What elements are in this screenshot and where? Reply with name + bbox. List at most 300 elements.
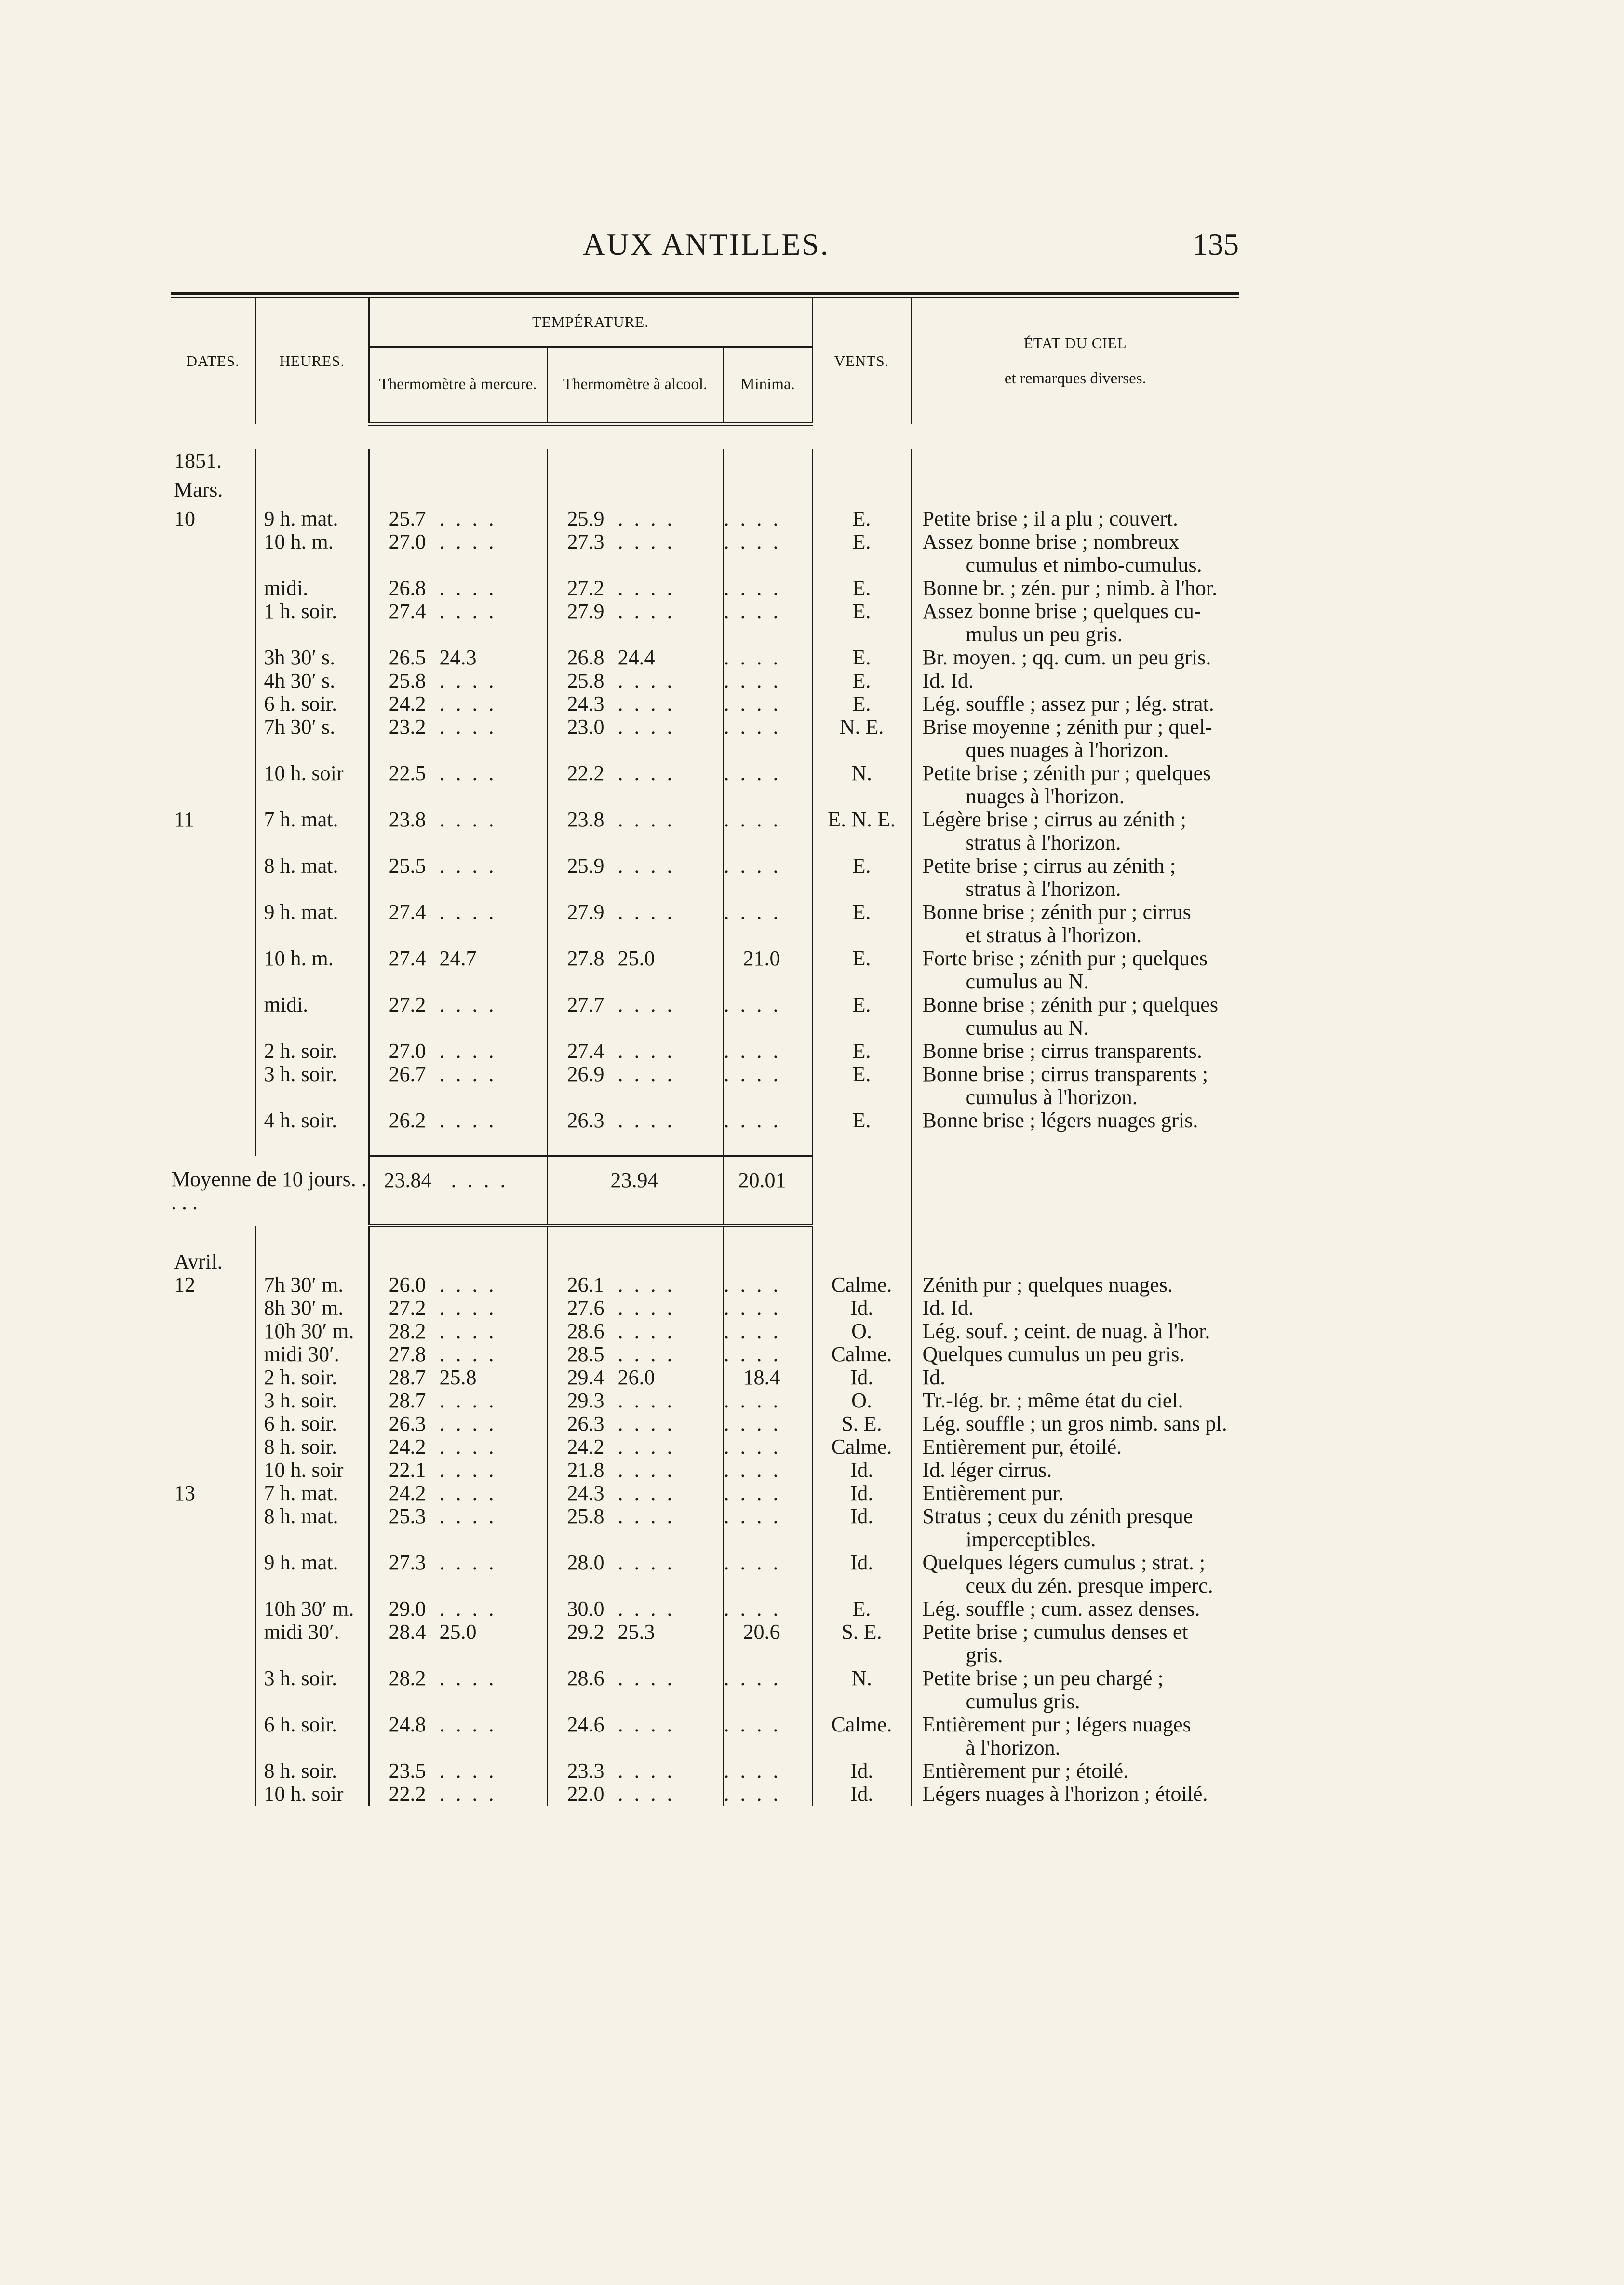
hour-value: 9 h. mat. [264, 1551, 338, 1574]
remark-continued: mulus un peu gris. [966, 622, 1123, 646]
merc-cell [369, 1063, 547, 1109]
wind-cell [812, 808, 911, 854]
hour-value: 10h 30′ m. [264, 1319, 354, 1343]
dots: . . . . [724, 1597, 781, 1621]
table-row [171, 1783, 1239, 1806]
table-row [171, 600, 1239, 646]
hour-value: midi 30′. [264, 1342, 339, 1366]
hour-value: 3h 30′ s. [264, 645, 336, 669]
merc-value: 25.3 [389, 1504, 426, 1528]
table-row [171, 1759, 1239, 1783]
dots: . . . . [439, 691, 497, 716]
dots: . . . . [617, 1108, 675, 1132]
minima-cell [723, 1459, 812, 1482]
minima-cell [723, 692, 812, 716]
date-cell [171, 1783, 255, 1806]
date-value: 13 [174, 1481, 195, 1505]
mean-min-value: 20.01 [738, 1168, 786, 1192]
merc-value: 27.2 [389, 992, 426, 1016]
dots: . . . . [724, 645, 781, 669]
wind-value: Calme. [831, 1435, 892, 1459]
table-row [171, 854, 1239, 901]
hour-cell [255, 646, 369, 669]
merc-value: 24.8 [389, 1713, 426, 1736]
remark-cell [911, 1482, 1239, 1505]
remark-text: Brise moyenne ; zénith pur ; quel- [922, 715, 1212, 739]
wind-value: E. [852, 992, 871, 1016]
alc-value: 27.4 [567, 1039, 604, 1063]
remark-cell [911, 1109, 1239, 1132]
merc-value: 24.2 [389, 1435, 426, 1459]
wind-cell [812, 1783, 911, 1806]
dots: . . . . [617, 1296, 675, 1320]
merc-cell [369, 1621, 547, 1667]
remark-cell [911, 1783, 1239, 1806]
merc-cell [369, 646, 547, 669]
date-cell [171, 1389, 255, 1412]
merc-value: 27.4 [389, 946, 426, 970]
table-row [171, 1621, 1239, 1667]
merc-cell [369, 669, 547, 692]
alc-value: 28.5 [567, 1342, 604, 1366]
dots: . . . . [617, 761, 675, 785]
remark-text: Bonne brise ; cirrus transparents. [922, 1039, 1202, 1063]
month-label-march: Mars. [174, 477, 223, 501]
hour-value: 8 h. soir. [264, 1759, 337, 1783]
wind-value: E. [852, 946, 871, 970]
merc-cell [369, 1343, 547, 1366]
date-cell [171, 1759, 255, 1783]
date-value: 11 [174, 807, 195, 831]
remark-text: Petite brise ; un peu chargé ; [922, 1666, 1164, 1690]
merc-cell [369, 1320, 547, 1343]
remark-continued: cumulus gris. [966, 1690, 1080, 1713]
remark-continued: gris. [966, 1643, 1003, 1667]
hour-value: 10 h. m. [264, 946, 334, 970]
hour-cell [255, 577, 369, 600]
remark-cell [911, 1366, 1239, 1389]
dots: . . . . [439, 900, 497, 924]
alc-value: 27.9 [567, 900, 604, 924]
table-row [171, 1063, 1239, 1109]
date-cell [171, 1109, 255, 1132]
alc-cell [547, 530, 723, 577]
alc-value: 23.3 [567, 1759, 604, 1783]
alc-value: 28.6 [567, 1319, 604, 1343]
mean-alc [547, 1156, 723, 1226]
wind-cell [812, 1040, 911, 1063]
table-row [171, 716, 1239, 762]
remark-cell [911, 1551, 1239, 1597]
merc-cell [369, 1551, 547, 1597]
merc-value: 27.4 [389, 900, 426, 924]
running-title: AUX ANTILLES. [583, 227, 830, 261]
alc-cell [547, 993, 723, 1040]
alc-cell [547, 716, 723, 762]
merc-value: 28.4 [389, 1620, 426, 1644]
merc-cell [369, 1435, 547, 1459]
weather-table [171, 292, 1239, 1806]
year-row [171, 449, 1239, 473]
table-row [171, 1412, 1239, 1435]
wind-value: Id. [850, 1296, 873, 1320]
alc-value: 24.6 [567, 1713, 604, 1736]
date-cell [171, 1063, 255, 1109]
dots: . . . . [724, 1108, 781, 1132]
dots: . . . . [724, 1319, 781, 1343]
table-row [171, 1297, 1239, 1320]
merc-value: 28.2 [389, 1666, 426, 1690]
wind-cell [812, 1597, 911, 1621]
table-row [171, 1320, 1239, 1343]
hour-cell [255, 1597, 369, 1621]
col-minima: Minima. [723, 347, 812, 424]
running-head [174, 227, 1239, 270]
col-sky-title: ÉTAT DU CIEL [1023, 334, 1127, 352]
minima-cell [723, 1759, 812, 1783]
remark-text: Légère brise ; cirrus au zénith ; [922, 807, 1186, 831]
dots: . . . . [617, 1597, 675, 1621]
minima-cell [723, 1713, 812, 1759]
remark-text: Lég. souffle ; un gros nimb. sans pl. [922, 1412, 1227, 1435]
date-cell [171, 1435, 255, 1459]
wind-cell [812, 1621, 911, 1667]
dots: . . . . [724, 1062, 781, 1086]
table-row [171, 646, 1239, 669]
alc-value: 23.8 [567, 807, 604, 831]
remark-cell [911, 716, 1239, 762]
dots: . . . . [724, 1412, 781, 1435]
minima-cell [723, 1667, 812, 1713]
alc-cell [547, 577, 723, 600]
alc-value: 23.0 [567, 715, 604, 739]
alc-cell [547, 808, 723, 854]
merc-value: 24.2 [389, 691, 426, 716]
merc-cell [369, 1040, 547, 1063]
alc-cell [547, 947, 723, 993]
remark-cell [911, 1297, 1239, 1320]
dots: . . . . [439, 807, 497, 831]
wind-value: E. [852, 506, 871, 530]
remark-cell [911, 692, 1239, 716]
wind-value: Id. [850, 1504, 873, 1528]
hour-value: 8 h. mat. [264, 853, 338, 878]
date-cell [171, 577, 255, 600]
alc-value: 26.3 [567, 1412, 604, 1435]
dots: . . . . [617, 1458, 675, 1482]
minima-cell [723, 762, 812, 808]
hour-value: 6 h. soir. [264, 691, 337, 716]
wind-cell [812, 692, 911, 716]
wind-value: E. [852, 853, 871, 878]
minima-value: 18.4 [743, 1366, 780, 1389]
alc-cell [547, 1109, 723, 1132]
wind-cell [812, 1389, 911, 1412]
wind-value: N. [851, 1666, 872, 1690]
merc-value: 26.7 [389, 1062, 426, 1086]
minima-cell [723, 577, 812, 600]
dots: . . . . [617, 1759, 675, 1783]
wind-cell [812, 1667, 911, 1713]
dots: . . . . [617, 599, 675, 623]
alc-cell [547, 1482, 723, 1505]
remark-cell [911, 1320, 1239, 1343]
merc-value: 27.3 [389, 1551, 426, 1574]
dots: . . . . [617, 1412, 675, 1435]
merc-cell [369, 1459, 547, 1482]
merc-cell [369, 1109, 547, 1132]
remark-text: Bonne br. ; zén. pur ; nimb. à l'hor. [922, 576, 1218, 600]
hour-value: 2 h. soir. [264, 1039, 337, 1063]
wind-cell [812, 577, 911, 600]
remark-text: Assez bonne brise ; nombreux [922, 529, 1180, 554]
hour-cell [255, 1505, 369, 1551]
minima-cell [723, 1551, 812, 1597]
merc-value: 26.8 [389, 576, 426, 600]
date-cell [171, 947, 255, 993]
merc-value: 27.0 [389, 1039, 426, 1063]
hour-cell [255, 947, 369, 993]
merc-cell [369, 1783, 547, 1806]
remark-text: Petite brise ; cirrus au zénith ; [922, 853, 1176, 878]
dots: . . . . [617, 1319, 675, 1343]
table-row [171, 1435, 1239, 1459]
hour-value: 7 h. mat. [264, 1481, 338, 1505]
alc-average: 25.3 [617, 1620, 655, 1644]
date-cell [171, 716, 255, 762]
hour-cell [255, 507, 369, 530]
hour-value: 10 h. soir [264, 1458, 344, 1482]
remark-cell [911, 1759, 1239, 1783]
alc-cell [547, 646, 723, 669]
table-row [171, 1459, 1239, 1482]
table-row [171, 1482, 1239, 1505]
wind-cell [812, 507, 911, 530]
hour-value: 10 h. soir [264, 761, 344, 785]
merc-value: 24.2 [389, 1481, 426, 1505]
remark-cell [911, 1040, 1239, 1063]
month-label: Avril. [174, 1250, 223, 1273]
remark-text: Lég. souffle ; assez pur ; lég. strat. [922, 691, 1214, 716]
minima-cell [723, 1389, 812, 1412]
remark-text: Bonne brise ; légers nuages gris. [922, 1108, 1198, 1132]
date-cell [171, 530, 255, 577]
hour-cell [255, 1109, 369, 1132]
dots: . . . . [439, 529, 497, 554]
merc-cell [369, 762, 547, 808]
wind-value: O. [851, 1389, 872, 1412]
date-cell [171, 600, 255, 646]
alc-value: 22.0 [567, 1782, 604, 1806]
remark-text: Légers nuages à l'horizon ; étoilé. [922, 1782, 1208, 1806]
dots: . . . . [439, 1342, 497, 1366]
merc-value: 27.8 [389, 1342, 426, 1366]
hour-cell [255, 1273, 369, 1297]
month-row-march [171, 473, 1239, 507]
wind-value: N. E. [839, 715, 884, 739]
remark-text: Entièrement pur. [922, 1481, 1064, 1505]
dots: . . . . [724, 576, 781, 600]
dots: . . . . [724, 1481, 781, 1505]
remark-cell [911, 808, 1239, 854]
table-row [171, 762, 1239, 808]
alc-value: 27.6 [567, 1296, 604, 1320]
alc-cell [547, 1667, 723, 1713]
alc-value: 27.3 [567, 529, 604, 554]
dots: . . . . [724, 1551, 781, 1574]
dots: . . . . [439, 1039, 497, 1063]
dots: . . . . [439, 599, 497, 623]
merc-average: 25.8 [439, 1366, 477, 1389]
alc-cell [547, 692, 723, 716]
remark-text: Forte brise ; zénith pur ; quelques [922, 946, 1208, 970]
alc-cell [547, 901, 723, 947]
wind-value: Calme. [831, 1273, 892, 1297]
remark-continued: à l'horizon. [966, 1736, 1060, 1759]
alc-value: 21.8 [567, 1458, 604, 1482]
alc-cell [547, 1783, 723, 1806]
merc-cell [369, 530, 547, 577]
merc-cell [369, 600, 547, 646]
date-cell [171, 808, 255, 854]
alc-value: 24.2 [567, 1435, 604, 1459]
date-cell [171, 1505, 255, 1551]
date-cell [171, 762, 255, 808]
remark-cell [911, 1273, 1239, 1297]
alc-cell [547, 1320, 723, 1343]
dots: . . . . [617, 529, 675, 554]
wind-value: Calme. [831, 1713, 892, 1736]
col-sky [911, 298, 1239, 424]
dots: . . . . [439, 1597, 497, 1621]
wind-value: Id. [850, 1481, 873, 1505]
alc-cell [547, 1597, 723, 1621]
hour-value: 9 h. mat. [264, 900, 338, 924]
hour-value: 2 h. soir. [264, 1366, 337, 1389]
dots: . . . . [439, 1782, 497, 1806]
dots: . . . . [724, 1296, 781, 1320]
minima-cell [723, 507, 812, 530]
wind-value: Id. [850, 1782, 873, 1806]
mean-min [723, 1156, 812, 1226]
top-rule [171, 292, 1239, 295]
dots: . . . . [617, 807, 675, 831]
dots: . . . . [439, 1713, 497, 1736]
minima-cell [723, 1482, 812, 1505]
merc-cell [369, 1713, 547, 1759]
dots: . . . . [617, 576, 675, 600]
hour-value: midi. [264, 576, 309, 600]
table-row [171, 993, 1239, 1040]
hour-cell [255, 901, 369, 947]
table-row [171, 1389, 1239, 1412]
remark-text: Id. [922, 1366, 946, 1389]
alc-cell [547, 762, 723, 808]
dots: . . . . [439, 1108, 497, 1132]
wind-value: Id. [850, 1458, 873, 1482]
minima-cell [723, 1783, 812, 1806]
table-row [171, 1109, 1239, 1132]
alc-value: 25.9 [567, 853, 604, 878]
dots: . . . . [439, 1759, 497, 1783]
remark-text: Entièrement pur, étoilé. [922, 1435, 1122, 1459]
hour-value: 9 h. mat. [264, 506, 338, 530]
merc-average: 24.3 [439, 645, 477, 669]
dots: . . . . [724, 599, 781, 623]
remark-cell [911, 1063, 1239, 1109]
date-value: 10 [174, 506, 195, 530]
alc-value: 27.8 [567, 946, 604, 970]
hour-value: 4h 30′ s. [264, 668, 336, 692]
wind-value: S. E. [841, 1620, 882, 1644]
dots: . . . . [724, 807, 781, 831]
dots: . . . . [439, 992, 497, 1016]
minima-cell [723, 1320, 812, 1343]
remark-continued: cumulus à l'horizon. [966, 1085, 1138, 1109]
date-cell [171, 1667, 255, 1713]
dots: . . . . [451, 1168, 509, 1192]
remark-cell [911, 993, 1239, 1040]
dots: . . . . [724, 1713, 781, 1736]
minima-cell [723, 1435, 812, 1459]
hour-cell [255, 1459, 369, 1482]
minima-cell [723, 1597, 812, 1621]
table-row [171, 1505, 1239, 1551]
remark-cell [911, 854, 1239, 901]
remark-text: Petite brise ; cumulus denses et [922, 1620, 1188, 1644]
remark-text: Bonne brise ; cirrus transparents ; [922, 1062, 1208, 1086]
minima-cell [723, 669, 812, 692]
wind-cell [812, 1343, 911, 1366]
hour-cell [255, 808, 369, 854]
hour-value: 8h 30′ m. [264, 1296, 344, 1320]
table-row [171, 1273, 1239, 1297]
table-row [171, 507, 1239, 530]
merc-cell [369, 854, 547, 901]
alc-cell [547, 1759, 723, 1783]
merc-value: 26.5 [389, 645, 426, 669]
dots: . . . . [724, 1782, 781, 1806]
date-cell [171, 1343, 255, 1366]
table-row [171, 1343, 1239, 1366]
dots: . . . . [617, 1435, 675, 1459]
remark-cell [911, 577, 1239, 600]
hour-cell [255, 1297, 369, 1320]
merc-cell [369, 716, 547, 762]
remark-text: Bonne brise ; zénith pur ; cirrus [922, 900, 1191, 924]
minima-cell [723, 854, 812, 901]
minima-cell [723, 947, 812, 993]
date-cell [171, 993, 255, 1040]
remark-continued: et stratus à l'horizon. [966, 923, 1142, 947]
month-row-april [171, 1250, 1239, 1273]
merc-cell [369, 993, 547, 1040]
date-cell [171, 901, 255, 947]
dots: . . . . [439, 1551, 497, 1574]
alc-average: 26.0 [617, 1366, 655, 1389]
remark-cell [911, 1459, 1239, 1482]
remark-continued: cumulus et nimbo-cumulus. [966, 553, 1202, 577]
mean-merc-value: 23.84 [384, 1168, 432, 1192]
alc-value: 29.4 [567, 1366, 604, 1389]
alc-value: 24.3 [567, 691, 604, 716]
remark-text: Id. léger cirrus. [922, 1458, 1052, 1482]
hour-cell [255, 1389, 369, 1412]
alc-cell [547, 600, 723, 646]
alc-value: 24.3 [567, 1481, 604, 1505]
alc-value: 30.0 [567, 1597, 604, 1621]
date-cell [171, 1551, 255, 1597]
